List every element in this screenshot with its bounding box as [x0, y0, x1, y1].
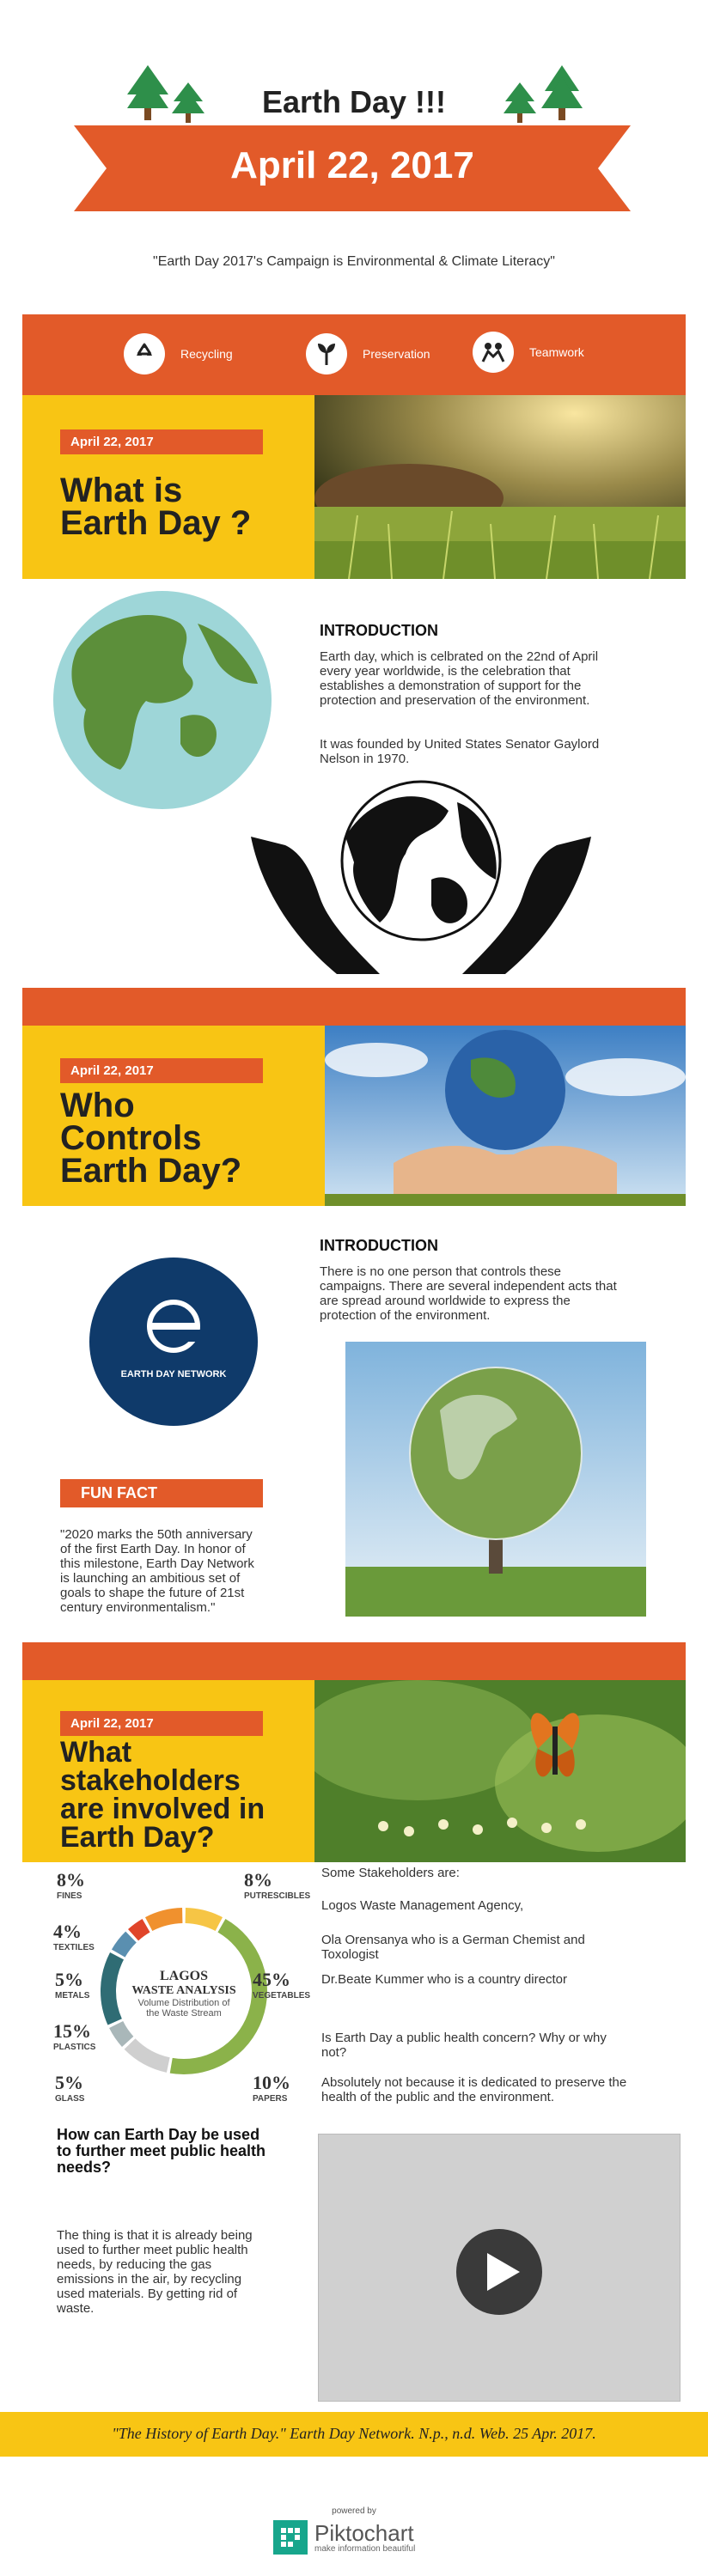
stakeholder-3: Dr.Beate Kummer who is a country director: [321, 1972, 567, 1987]
section2-intro-text: There is no one person that controls these campaigns. There are several independent acts that are spread around worldwide to express the protection of the environment.: [320, 1264, 617, 1323]
waste-title-line2: WASTE ANALYSIS: [131, 1984, 236, 1997]
section2-top-bar: [22, 988, 686, 1026]
piktochart-brand[interactable]: [273, 2520, 415, 2555]
sprout-icon: [306, 333, 347, 375]
label-vegetables: 45% VEGETABLES: [253, 1969, 311, 2001]
theme-preservation: [306, 333, 430, 375]
stakeholders-title: Some Stakeholders are:: [321, 1866, 460, 1880]
theme-label: Recycling: [180, 347, 233, 361]
label-plastics: 15% PLASTICS: [53, 2020, 96, 2052]
play-button-icon[interactable]: [456, 2229, 542, 2315]
donut-segment-fines: [149, 1915, 182, 1924]
donut-segment-putrescibles: [186, 1915, 219, 1924]
fun-fact-text: "2020 marks the 50th anniversary of the first Earth Day. In honor of this milestone, Earth Day Network is launching an ambitious set of goals to shape the future of 21st century environmentalism.": [60, 1527, 254, 1615]
label-textiles: 4% TEXTILES: [53, 1921, 95, 1952]
network-logo-text: EARTH DAY NETWORK: [120, 1369, 227, 1379]
theme-label: Preservation: [363, 347, 430, 361]
section2-intro-title: INTRODUCTION: [320, 1237, 438, 1254]
health-question: Is Earth Day a public health concern? Why or why not?: [321, 2031, 607, 2060]
video-player[interactable]: [318, 2134, 681, 2402]
piktochart-tagline: make information beautiful: [314, 2543, 416, 2554]
donut-segment-papers: [130, 2044, 168, 2066]
waste-subtitle: Volume Distribution of the Waste Stream: [137, 1998, 230, 2019]
section3-top-bar: [22, 1642, 686, 1680]
donut-segment-metals: [119, 1937, 131, 1953]
section1-intro-text: Earth day, which is celbrated on the 22nd of April every year worldwide, is the celebration that establishes a demonstration of support for the protection and preservation of the environment.: [320, 649, 599, 708]
theme-recycling: [124, 333, 233, 375]
fun-fact-tag: FUN FACT: [60, 1479, 263, 1507]
grass-photo: [314, 395, 686, 579]
section1-panel: [22, 395, 314, 579]
stakeholder-2: Ola Orensanya who is a German Chemist and Toxologist: [321, 1933, 585, 1962]
recycle-icon: [124, 333, 165, 375]
campaign-quote: "Earth Day 2017's Campaign is Environmental & Climate Literacy": [153, 254, 555, 269]
section1-intro-title: INTRODUCTION: [320, 622, 438, 639]
date-ribbon: [74, 125, 631, 211]
howcan-title: How can Earth Day be used to further meet public health needs?: [57, 2126, 266, 2176]
donut-segment-glass: [116, 2025, 128, 2042]
tree-globe-photo: [345, 1342, 646, 1617]
hands-holding-globe-photo: [325, 1026, 686, 1206]
health-answer: Absolutely not because it is dedicated to preserve the health of the public and the environment.: [321, 2075, 627, 2104]
citation-text: "The History of Earth Day." Earth Day Network. N.p., n.d. Web. 25 Apr. 2017.: [112, 2425, 596, 2442]
page-title: Earth Day !!!: [261, 84, 447, 119]
section2-date-tag: April 22, 2017: [60, 1058, 263, 1083]
section1-date-tag: April 22, 2017: [60, 429, 263, 454]
theme-bar: [22, 314, 686, 395]
waste-title-line1: LAGOS: [159, 1969, 208, 1983]
date-banner-text: April 22, 2017: [230, 144, 474, 186]
butterfly-flowers-photo: [314, 1680, 686, 1862]
piktochart-logo-icon: [273, 2520, 308, 2555]
section2-heading: Who Controls Earth Day?: [60, 1087, 242, 1190]
label-fines: 8% FINES: [57, 1869, 85, 1901]
section3-heading: What stakeholders are involved in Earth Day?: [60, 1736, 266, 1854]
label-papers: 10% PAPERS: [253, 2072, 290, 2104]
section1-heading: What is Earth Day ?: [60, 472, 252, 542]
piktochart-name: Piktochart: [314, 2519, 414, 2546]
globe-illustration: [52, 589, 273, 811]
citation-bar: [0, 2412, 708, 2457]
waste-analysis-chart: [53, 1867, 313, 2103]
hands-globe-icon: [251, 776, 591, 976]
teamwork-icon: [473, 332, 514, 373]
network-e-icon: [139, 1292, 208, 1361]
section3-panel: [22, 1680, 314, 1862]
waste-chart-title: [98, 1969, 270, 2019]
label-glass: 5% GLASS: [55, 2072, 85, 2104]
theme-teamwork: [473, 332, 584, 373]
section2-panel: [22, 1026, 325, 1206]
label-metals: 5% METALS: [55, 1969, 90, 2001]
label-putrescibles: 8% PUTRESCIBLES: [244, 1869, 311, 1901]
howcan-text: The thing is that it is already being used to further meet public health needs, by reducing the gas emissions in the air, by recycling used materials. By getting rid of waste.: [57, 2228, 253, 2316]
earth-day-network-logo: [89, 1258, 258, 1426]
section3-date-tag: April 22, 2017: [60, 1711, 263, 1736]
section1-founder-text: It was founded by United States Senator Gaylord Nelson in 1970.: [320, 737, 600, 766]
theme-label: Teamwork: [529, 345, 584, 359]
powered-by-text: powered by: [332, 2506, 376, 2516]
stakeholder-1: Logos Waste Management Agency,: [321, 1898, 524, 1913]
donut-segment-textiles: [133, 1926, 146, 1935]
